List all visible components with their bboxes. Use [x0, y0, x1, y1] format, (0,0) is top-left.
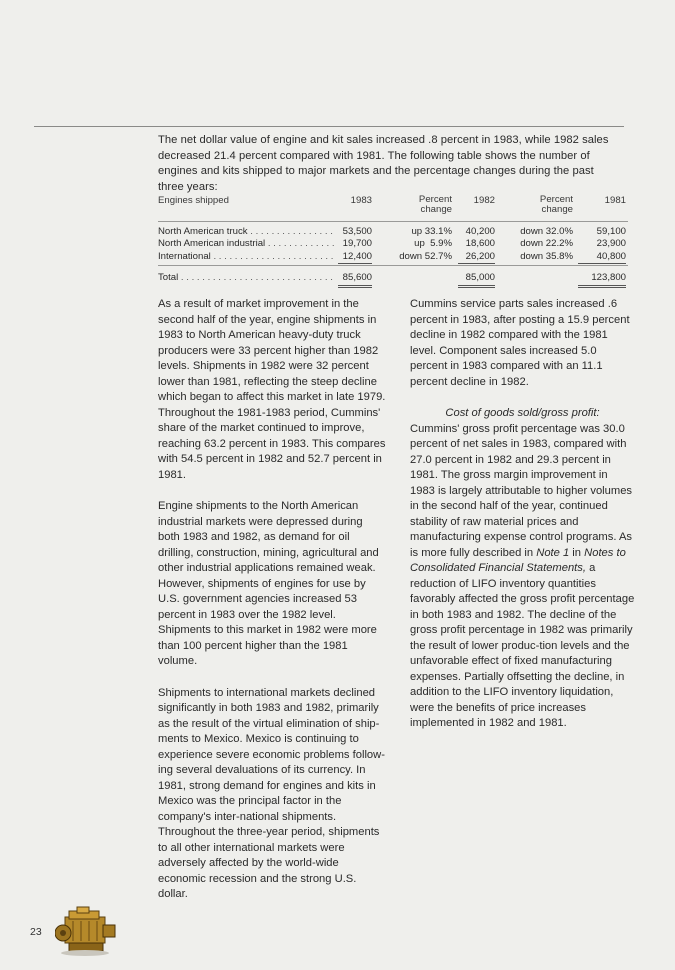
row-label: North American truck [158, 226, 248, 237]
cell-1981: 59,100 [596, 226, 626, 237]
row-label: North American industrial [158, 238, 266, 250]
cell-1982: 18,600 [465, 238, 495, 250]
table-row [158, 251, 628, 263]
table-row [158, 238, 628, 250]
header-1981: 1981 [604, 195, 626, 206]
header-percent-change-2: Percent change [539, 194, 573, 215]
cell-pct-2: down 35.8% [520, 250, 573, 262]
intro-paragraph [158, 133, 620, 195]
cell-pct-1: up 5.9% [414, 238, 452, 250]
total-1983: 85,600 [338, 272, 372, 287]
notes-reference: Notes to Consolidated Financial Statements, [410, 546, 626, 574]
top-rule [34, 126, 624, 127]
paragraph-service-parts: Cummins service parts sales increased .6 percent in 1983, after posting a 15.9 percent decline in 1982 compared with the 1981 level. Component sales increased 5.0 percent in 1983 compared with an 11.1 percent decline in 1982. [410, 298, 630, 388]
leader-dots [248, 226, 336, 237]
section-heading: Cost of goods sold/gross profit: [445, 407, 600, 419]
cell-pct-1: up 33.1% [411, 226, 452, 237]
paragraph-truck: As a result of market improvement in the second half of the year, engine shipments in 1983 to North American heavy-duty truck producers were 33 percent higher than 1982 levels. Shipments in 1982 were 32 percent lower than 1981, reflecting the steep decline which began to affect this market in late 1979. Throughout the 1981-1983 period, Cummins' share of the market continued to improve, reaching 63.2 percent in 1983. This compares with 54.5 percent in 1982 and 52.7 percent in 1981. [158, 298, 386, 481]
header-engines-shipped: Engines shipped [158, 195, 229, 206]
paragraph-gross-profit: Cost of goods sold/gross profit: Cummins' gross profit percentage was 30.0 percent of net sales in 1983, compared with 27.0 percent in 1982 and 29.3 percent in 1981. The gross margin improvement in 1983 is largely attributable to higher volumes in the second half of the year, continued stability of raw material prices and manufacturing expense control programs. As is more fully described in Note 1 in Notes to Consolidated Financial Statements, a reduction of LIFO inventory quantities favorably affected the gross profit percentage in both 1983 and 1982. The decline of the gross profit percentage in 1982 was primarily the result of lower produc-tion levels and the unfavorable effect of fixed manufacturing expenses. Partially offsetting the decline, in addition to the LIFO inventory liquidation, were the benefits of price increases implemented in 1982 and 1981. [410, 407, 635, 729]
table-header [158, 195, 628, 219]
right-column [410, 297, 635, 748]
paragraph-industrial: Engine shipments to the North American industrial markets were depressed during both 1983 and 1982, as demand for oil drilling, construction, mining, agricultural and other industrial applications remained weak. However, shipments of engines for use by U.S. government agencies increased 53 percent in 1983 over the 1982 level. Shipments to this market in 1982 were more than 100 percent higher than the 1981 volume. [158, 500, 379, 667]
left-column [158, 297, 386, 919]
cell-1983: 53,500 [342, 226, 372, 237]
page-number: 23 [30, 926, 42, 938]
table-total-row [158, 272, 628, 284]
leader-dots [211, 251, 336, 262]
intro-text: The net dollar value of engine and kit sales increased .8 percent in 1983, while 1982 sales decreased 21.4 percent compared with 1981. The following table shows the number of engines and kits shipped to major markets and the percentage changes during the past three years: [158, 134, 609, 193]
cell-pct-2: down 32.0% [520, 226, 573, 237]
cell-1981: 40,800 [578, 251, 626, 264]
total-label: Total [158, 272, 179, 284]
header-1982: 1982 [473, 195, 495, 206]
header-percent-change-1: Percent change [418, 194, 452, 215]
cell-1983: 19,700 [342, 238, 372, 250]
table-row [158, 226, 628, 238]
row-label: International [158, 250, 211, 262]
engine-icon [55, 905, 119, 957]
header-rule [158, 221, 628, 222]
cell-1982: 40,200 [465, 226, 495, 237]
cell-1982: 26,200 [458, 251, 495, 264]
cell-pct-2: down 22.2% [520, 238, 573, 250]
cell-1981: 23,900 [596, 238, 626, 250]
shipments-table [158, 195, 628, 285]
total-1981: 123,800 [578, 272, 626, 287]
header-1983: 1983 [350, 195, 372, 206]
cell-1983: 12,400 [338, 251, 372, 264]
cell-pct-1: down 52.7% [399, 250, 452, 262]
total-rule [158, 265, 628, 266]
total-1982: 85,000 [458, 272, 495, 287]
note-reference: Note 1 [536, 546, 570, 559]
leader-dots [178, 272, 336, 283]
leader-dots [265, 238, 336, 249]
paragraph-international: Shipments to international markets declined significantly in both 1983 and 1982, primarily as the result of the virtual elimination of ship-ments to Mexico. Mexico is continuing to experience severe economic problems follow-ing several devaluations of its currency. In 1981, strong demand for engines and kits in Mexico was the principal factor in the company's inter-national shipments. Throughout the three-year period, shipments to all other international markets were adversely affected by the world-wide economic recession and the strong U.S. dollar. [158, 686, 385, 900]
